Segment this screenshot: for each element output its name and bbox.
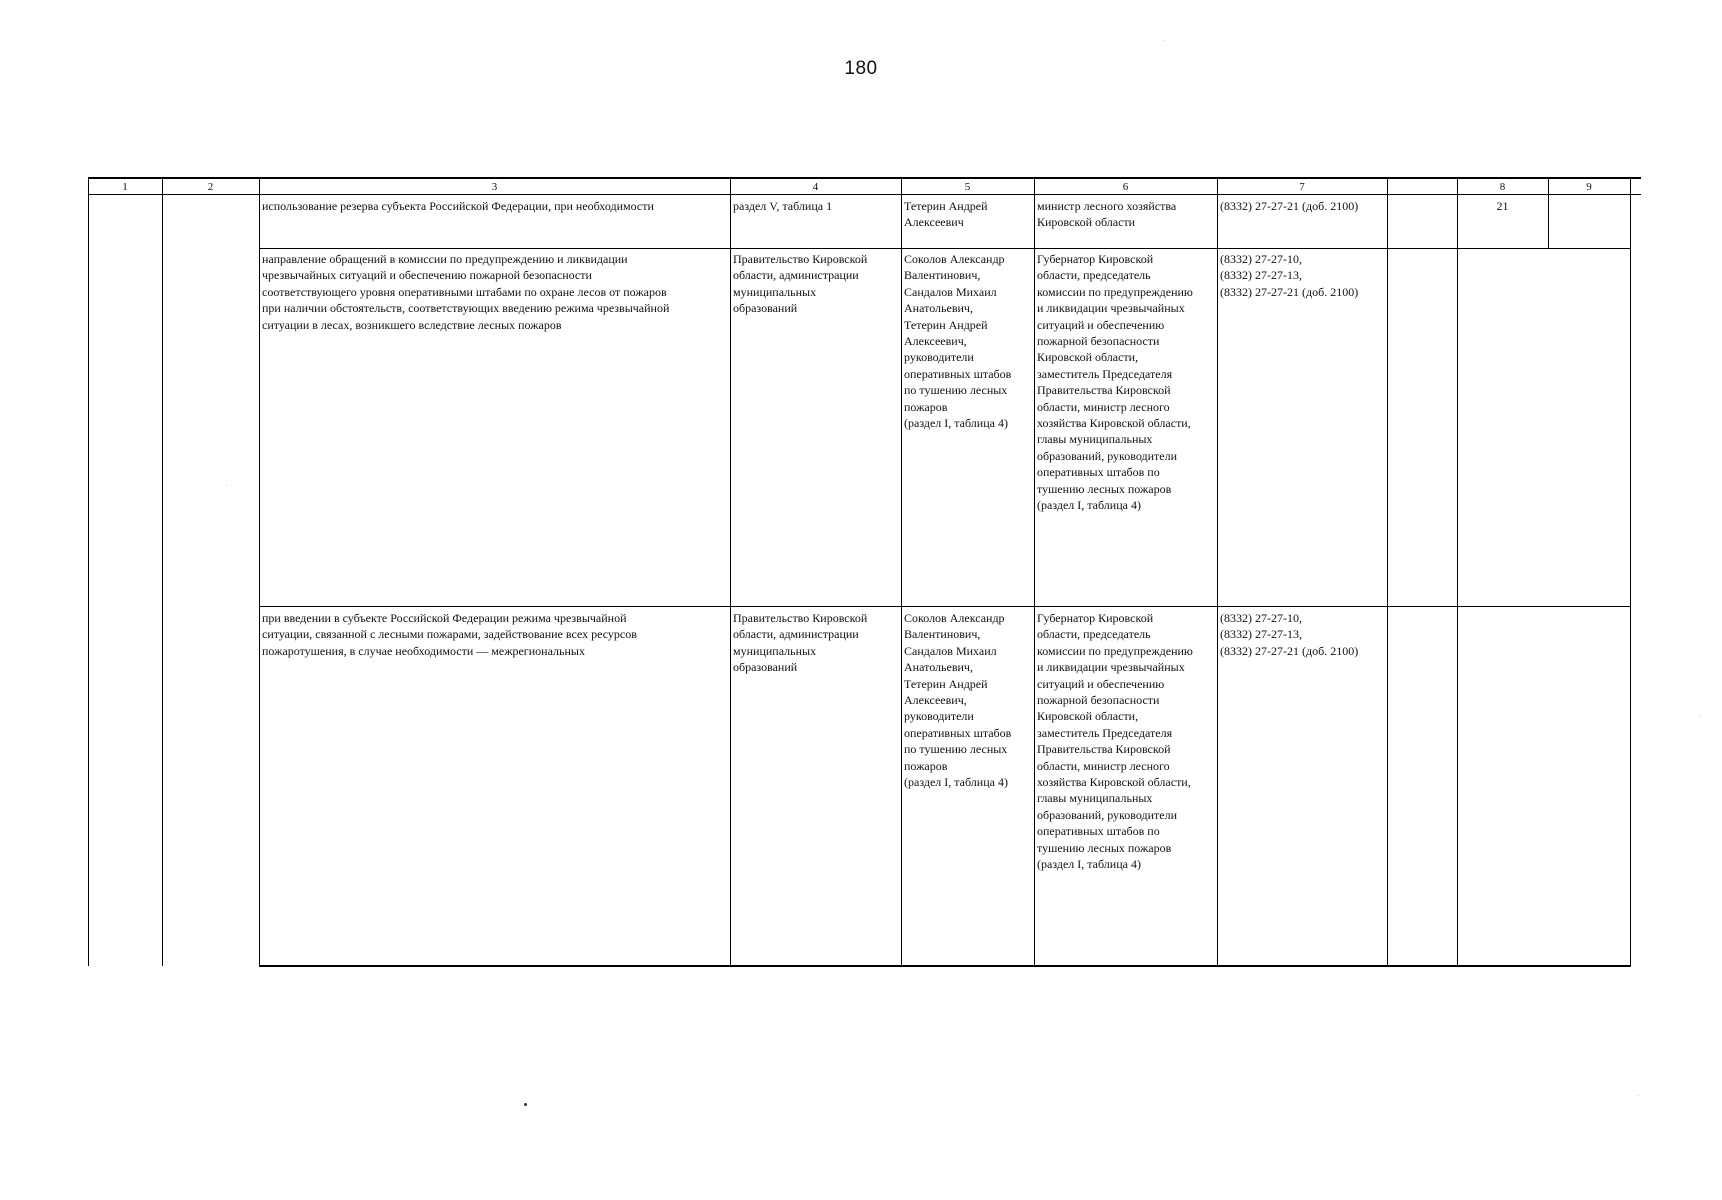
header-col-1: 1 [122,181,128,193]
scan-speck [1163,40,1164,41]
row-1-col-3: использование резерва субъекта Российской Федерации, при необходимости [262,199,654,213]
row-1-col-8: 21 [1496,199,1509,213]
col-border-2-3 [259,177,260,966]
header-col-6: 6 [1122,181,1129,193]
header-col-5: 5 [964,181,971,193]
header-bottom-border [88,194,1641,195]
col-border-right [1630,177,1631,966]
header-col-8: 8 [1499,181,1506,193]
row-2-col-5: Соколов Александр Валентинович, Сандалов Михаил Анатольевич, Тетерин Андрей Алексеевич, руководители оперативных штабов по тушению лесных пожаров (раздел I, таблица 4) [904,252,1012,431]
header-col-4: 4 [812,181,819,193]
col-border-5-6 [1034,177,1035,966]
row-3-col-3: при введении в субъекте Российской Федерации режима чрезвычайной ситуации, связанной с лесными пожарами, задействование всех ресурсов пожаротушения, в случае необходимости — межрегиональных [262,611,637,658]
row-3-col-7: (8332) 27-27-10, (8332) 27-27-13, (8332) 27-27-21 (доб. 2100) [1220,611,1359,658]
row-1-col-5: Тетерин Андрей Алексеевич [904,199,988,230]
table-top-border [88,177,1641,179]
row-3-col-4: Правительство Кировской области, администрации муниципальных образований [733,611,868,675]
scan-speck [1700,715,1701,716]
row-1-col-6: министр лесного хозяйства Кировской области [1037,199,1177,230]
header-col-7: 7 [1299,181,1305,193]
row-2-col-7: (8332) 27-27-10, (8332) 27-27-13, (8332) 27-27-21 (доб. 2100) [1220,252,1359,299]
col-border-1-2 [162,177,163,966]
header-col-3: 3 [491,181,498,193]
page-number: 180 [844,58,878,79]
col-border-blank-8 [1457,177,1458,966]
col-border-7-blank [1387,177,1388,966]
row-2-col-4: Правительство Кировской области, администрации муниципальных образований [733,252,868,316]
table-bottom-border [259,965,1631,967]
row-3-col-6: Губернатор Кировской области, председатель комиссии по предупреждению и ликвидации чрезвычайных ситуаций и обеспечению пожарной безопасности Кировской области, заместитель Председателя Правительства Кировской области, министр лесного хозяйства Кировской области, главы муниципальных образований, руководители оперативных штабов по тушению лесных пожаров (раздел I, таблица 4) [1037,611,1193,872]
scan-speck [226,485,227,486]
row-2-bottom-border [259,606,1630,607]
col-border-6-7 [1217,177,1218,966]
row-2-col-6: Губернатор Кировской области, председатель комиссии по предупреждению и ликвидации чрезвычайных ситуаций и обеспечению пожарной безопасности Кировской области, заместитель Председателя Правительства Кировской области, министр лесного хозяйства Кировской области, главы муниципальных образований, руководители оперативных штабов по тушению лесных пожаров (раздел I, таблица 4) [1037,252,1193,513]
row-1-col-7: (8332) 27-27-21 (доб. 2100) [1220,199,1359,213]
col-border-3-4 [730,177,731,966]
col-border-left [88,177,89,966]
row-2-col-3: направление обращений в комиссии по предупреждению и ликвидации чрезвычайных ситуаций и обеспечению пожарной безопасности соответствующего уровня оперативными штабами по охране лесов от пожаров при наличии обстоятельств, соответствующих введению режима чрезвычайной ситуации в лесах, возникшего вследствие лесных пожаров [262,252,670,332]
col-border-4-5 [901,177,902,966]
header-col-9: 9 [1586,181,1592,193]
row-3-col-5: Соколов Александр Валентинович, Сандалов Михаил Анатольевич, Тетерин Андрей Алексеевич, руководители оперативных штабов по тушению лесных пожаров (раздел I, таблица 4) [904,611,1012,790]
row-1-bottom-border [259,248,1630,249]
scan-speck [1638,1095,1639,1096]
scan-speck [524,1103,527,1106]
row-1-col-4: раздел V, таблица 1 [733,199,833,213]
header-col-2: 2 [207,181,214,193]
